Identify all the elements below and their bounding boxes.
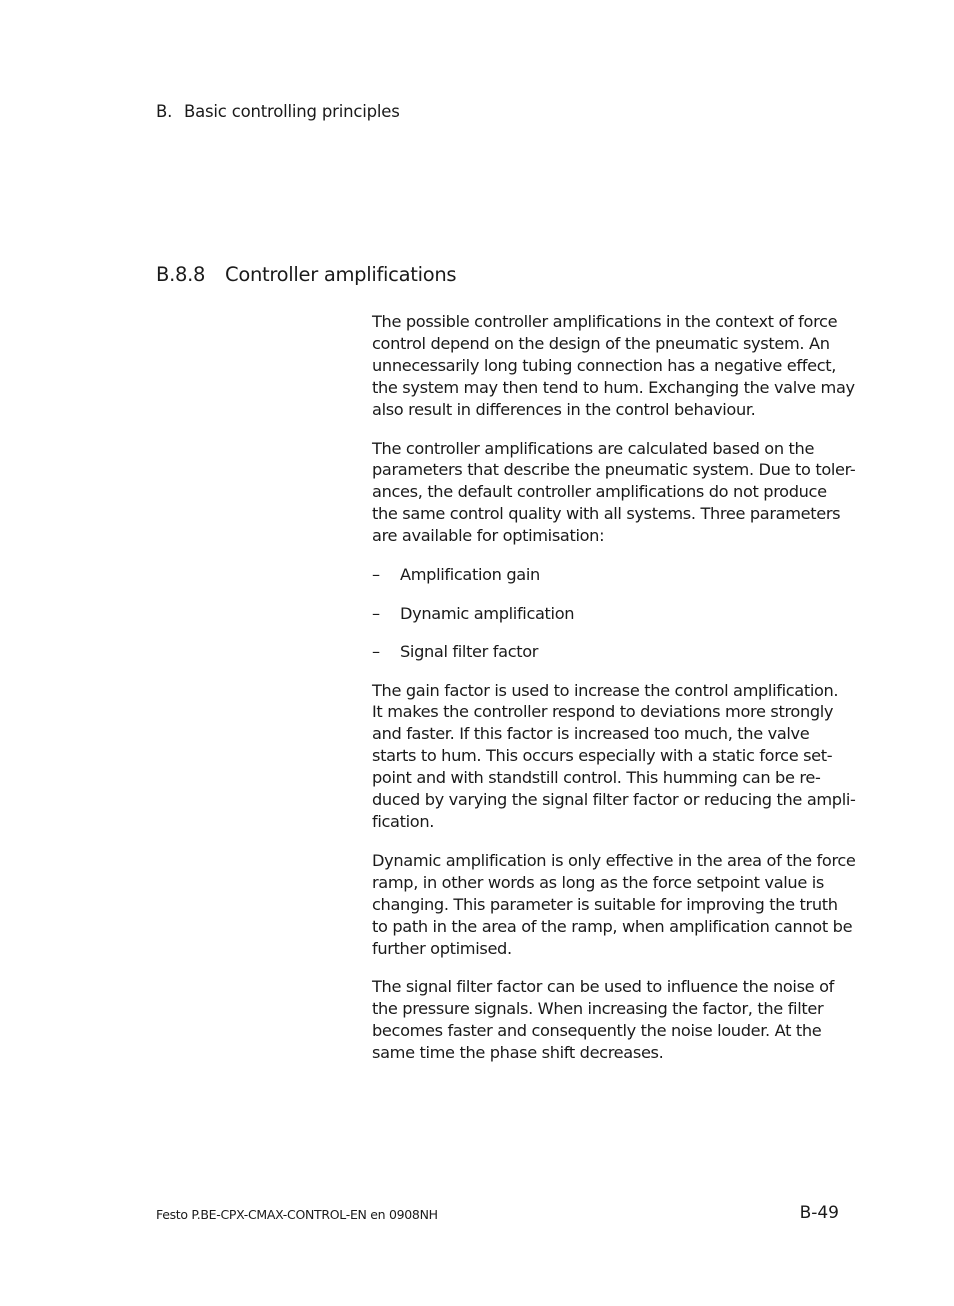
text-line: Dynamic amplification is only effective in the area of the force [372,850,856,870]
text-line: the system may then tend to hum. Exchanging the valve may [372,377,855,397]
list-item-text: Signal filter factor [400,642,539,662]
list-item [372,564,852,586]
text-line: fication. [372,812,435,831]
section-title: Controller amplifications [225,263,457,286]
running-header [156,102,400,121]
list-item [372,603,852,625]
text-line: also result in differences in the control behaviour. [372,399,756,419]
paragraph-calculation [372,438,856,548]
text-line: ances, the default controller amplifications do not produce [372,482,827,502]
dash-bullet: – [372,565,380,585]
list-item-text: Dynamic amplification [400,603,575,623]
text-line: the same control quality with all systems. Three parameters [372,504,841,524]
page-number: B-49 [799,1203,839,1223]
text-line: The possible controller amplifications in the context of force [372,312,838,331]
section-heading [156,263,456,286]
parameter-list [372,564,852,663]
text-line: duced by varying the signal filter factor or reducing the ampli- [372,790,856,810]
text-line: It makes the controller respond to deviations more strongly [372,702,834,722]
text-line: ramp, in other words as long as the force setpoint value is [372,872,824,892]
text-line: are available for optimisation: [372,526,605,546]
paragraph-intro [372,311,855,421]
chapter-title: Basic controlling principles [184,102,400,121]
text-line: changing. This parameter is suitable for improving the truth [372,894,838,914]
text-line: unnecessarily long tubing connection has a negative effect, [372,355,837,375]
text-line: The gain factor is used to increase the control amplification. [372,680,839,700]
list-item [372,641,852,663]
list-item-text: Amplification gain [400,565,540,585]
paragraph-dynamic-amplification [372,850,856,960]
text-line: The controller amplifications are calculated based on the [372,438,815,458]
text-line: and faster. If this factor is increased too much, the valve [372,724,810,744]
text-line: control depend on the design of the pneumatic system. An [372,333,830,353]
text-line: same time the phase shift decreases. [372,1043,664,1063]
chapter-letter: B. [156,102,173,121]
text-line: further optimised. [372,938,512,958]
paragraph-signal-filter [372,976,852,1064]
text-line: point and with standstill control. This humming can be re- [372,768,821,788]
text-line: the pressure signals. When increasing the factor, the filter [372,999,824,1019]
dash-bullet: – [372,642,380,662]
dash-bullet: – [372,603,380,623]
text-line: to path in the area of the ramp, when amplification cannot be [372,916,853,936]
text-line: The signal filter factor can be used to influence the noise of [372,977,834,997]
body-text-column [372,311,856,1081]
text-line: parameters that describe the pneumatic system. Due to toler- [372,460,856,480]
section-number: B.8.8 [156,263,206,286]
text-line: starts to hum. This occurs especially with a static force set- [372,746,833,766]
text-line: becomes faster and consequently the noise louder. At the [372,1021,822,1041]
footer-document-id: Festo P.BE-CPX-CMAX-CONTROL-EN en 0908NH [156,1207,438,1222]
paragraph-gain-factor [372,680,856,833]
